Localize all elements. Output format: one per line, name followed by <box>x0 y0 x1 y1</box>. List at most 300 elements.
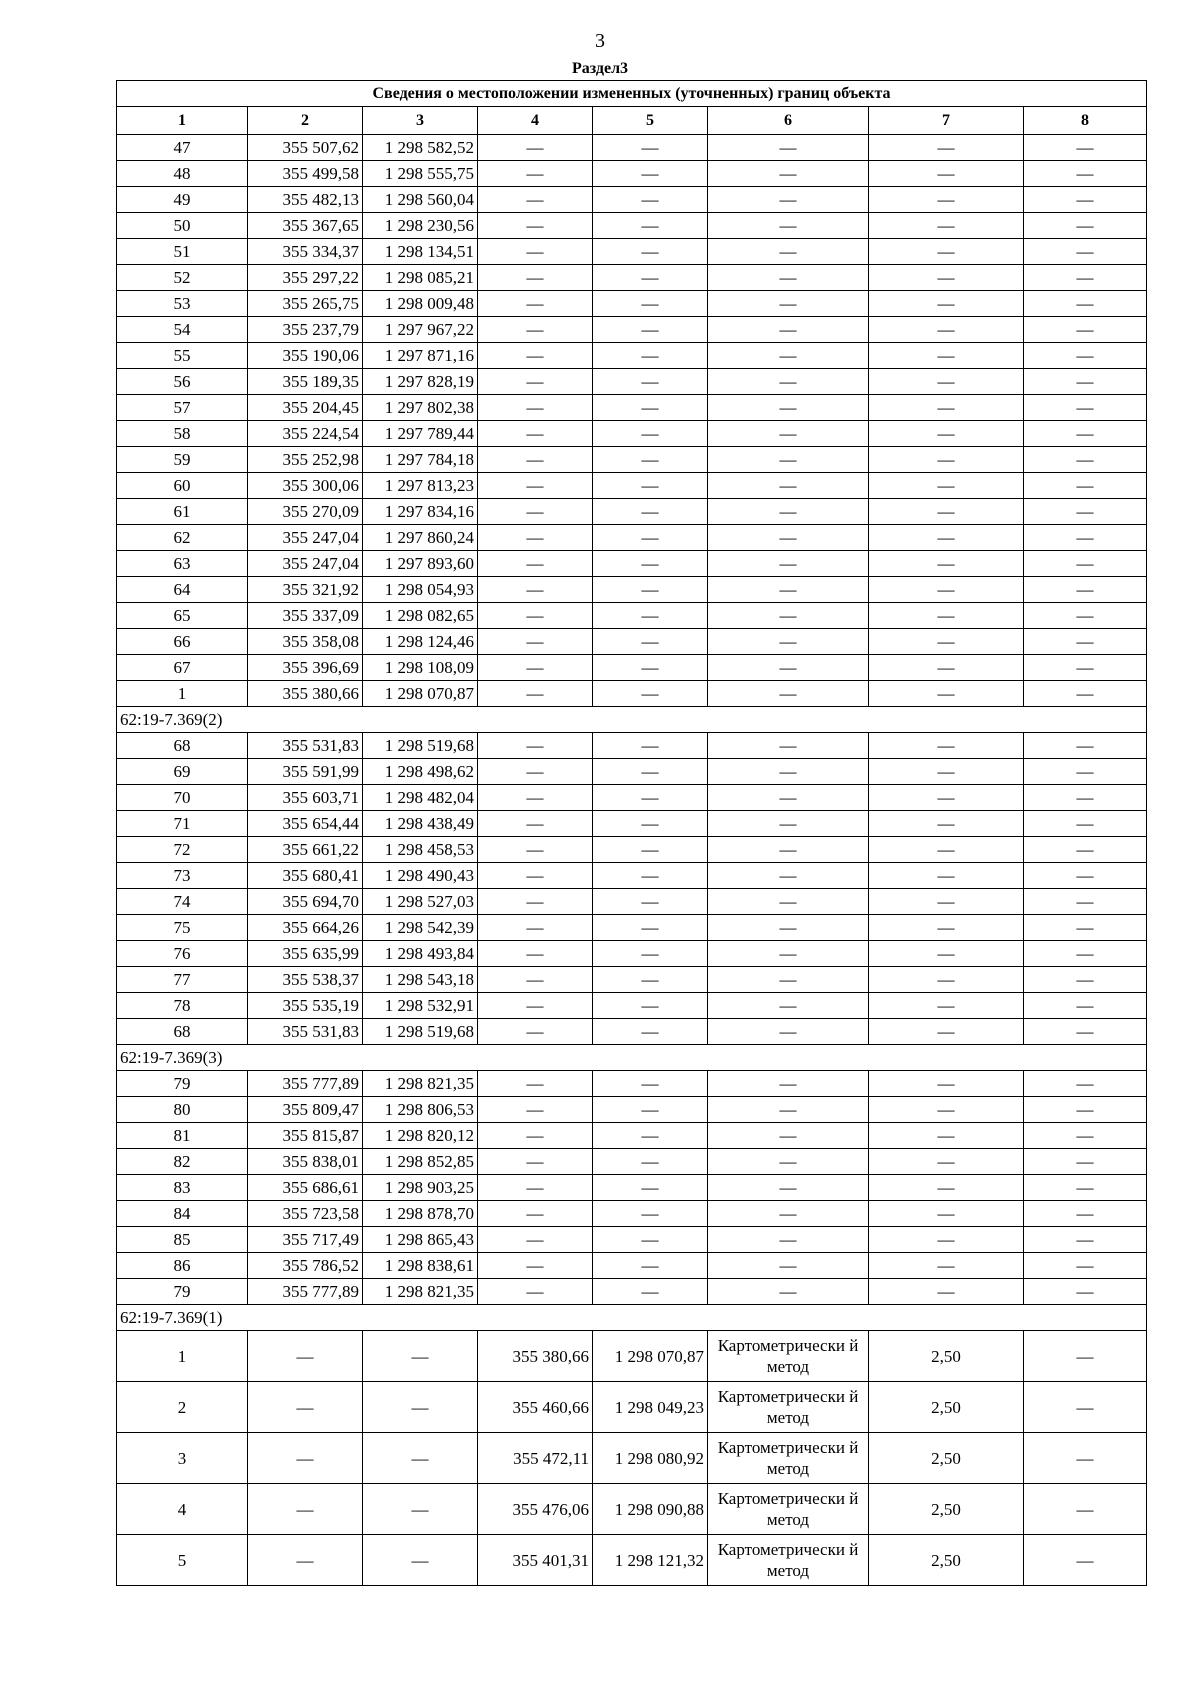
table-cell: 355 591,99 <box>248 759 363 785</box>
table-cell: 1 298 134,51 <box>363 239 478 265</box>
table-cell: — <box>478 161 593 187</box>
table-cell: 355 189,35 <box>248 369 363 395</box>
table-row <box>117 369 1147 395</box>
table-cell: 72 <box>117 837 248 863</box>
table-cell: 355 664,26 <box>248 915 363 941</box>
table-cell: 355 815,87 <box>248 1123 363 1149</box>
table-cell: 2,50 <box>869 1484 1024 1535</box>
table-cell: — <box>1024 317 1147 343</box>
table-row <box>117 1382 1147 1433</box>
table-cell: — <box>478 993 593 1019</box>
table-cell: 61 <box>117 499 248 525</box>
table-cell: — <box>593 1279 708 1305</box>
table-row <box>117 1019 1147 1045</box>
table-cell: 2,50 <box>869 1433 1024 1484</box>
table-row <box>117 837 1147 863</box>
table-cell: — <box>593 161 708 187</box>
table-cell: — <box>1024 1331 1147 1382</box>
table-cell: 47 <box>117 135 248 161</box>
table-cell: — <box>869 187 1024 213</box>
table-cell: — <box>708 343 869 369</box>
table-cell: 1 298 080,92 <box>593 1433 708 1484</box>
table-cell: — <box>708 1253 869 1279</box>
table-cell: 3 <box>117 1433 248 1484</box>
table-row <box>117 1097 1147 1123</box>
table-cell: 1 298 878,70 <box>363 1201 478 1227</box>
table-cell: — <box>708 1149 869 1175</box>
table-cell: 58 <box>117 421 248 447</box>
table-row <box>117 447 1147 473</box>
table-cell: 355 777,89 <box>248 1279 363 1305</box>
parcel-group-row <box>117 707 1147 733</box>
table-cell: 1 298 458,53 <box>363 837 478 863</box>
table-cell: Картометрически й метод <box>708 1484 869 1535</box>
table-cell: — <box>363 1331 478 1382</box>
table-cell: — <box>708 577 869 603</box>
table-cell: — <box>869 889 1024 915</box>
table-cell: — <box>1024 1123 1147 1149</box>
table-cell: 355 507,62 <box>248 135 363 161</box>
table-cell: — <box>869 1149 1024 1175</box>
table-cell: — <box>478 265 593 291</box>
table-cell: — <box>593 811 708 837</box>
table-cell: 355 476,06 <box>478 1484 593 1535</box>
table-cell: — <box>1024 1175 1147 1201</box>
table-cell: — <box>1024 811 1147 837</box>
table-cell: — <box>708 1175 869 1201</box>
table-cell: — <box>869 837 1024 863</box>
table-cell: 1 298 054,93 <box>363 577 478 603</box>
table-cell: 82 <box>117 1149 248 1175</box>
table-cell: — <box>1024 1097 1147 1123</box>
table-cell: 1 298 085,21 <box>363 265 478 291</box>
table-cell: — <box>593 239 708 265</box>
table-row <box>117 811 1147 837</box>
table-row <box>117 291 1147 317</box>
table-cell: 355 786,52 <box>248 1253 363 1279</box>
table-cell: — <box>248 1382 363 1433</box>
table-cell: 1 298 482,04 <box>363 785 478 811</box>
table-cell: 355 838,01 <box>248 1149 363 1175</box>
table-cell: — <box>708 837 869 863</box>
table-cell: 79 <box>117 1071 248 1097</box>
table-cell: — <box>593 447 708 473</box>
table-cell: — <box>708 629 869 655</box>
table-cell: Картометрически й метод <box>708 1382 869 1433</box>
table-cell: 1 298 543,18 <box>363 967 478 993</box>
table-cell: 355 204,45 <box>248 395 363 421</box>
table-cell: — <box>593 655 708 681</box>
table-cell: — <box>869 941 1024 967</box>
table-cell: 1 298 903,25 <box>363 1175 478 1201</box>
table-cell: 57 <box>117 395 248 421</box>
table-cell: 355 380,66 <box>248 681 363 707</box>
table-cell: 1 297 802,38 <box>363 395 478 421</box>
table-row <box>117 915 1147 941</box>
table-cell: — <box>478 447 593 473</box>
parcel-group-row <box>117 1045 1147 1071</box>
table-cell: — <box>869 811 1024 837</box>
table-cell: — <box>708 369 869 395</box>
table-cell: — <box>478 629 593 655</box>
table-cell: — <box>1024 1071 1147 1097</box>
table-cell: — <box>593 1071 708 1097</box>
table-cell: — <box>1024 369 1147 395</box>
table-cell: 355 460,66 <box>478 1382 593 1433</box>
table-cell: — <box>593 863 708 889</box>
table-cell: — <box>708 395 869 421</box>
table-cell: 1 298 527,03 <box>363 889 478 915</box>
table-cell: 1 298 560,04 <box>363 187 478 213</box>
table-cell: 1 298 821,35 <box>363 1071 478 1097</box>
table-cell: — <box>869 759 1024 785</box>
parcel-group-label: 62:19-7.369(1) <box>117 1305 1147 1331</box>
table-cell: — <box>478 499 593 525</box>
table-cell: — <box>708 525 869 551</box>
table-cell: — <box>708 681 869 707</box>
table-cell: — <box>869 161 1024 187</box>
table-cell: 1 297 813,23 <box>363 473 478 499</box>
table-cell: — <box>869 1227 1024 1253</box>
table-cell: — <box>478 811 593 837</box>
column-header: 5 <box>593 107 708 135</box>
table-row <box>117 187 1147 213</box>
table-cell: — <box>1024 1227 1147 1253</box>
table-cell: — <box>593 265 708 291</box>
table-cell: — <box>478 863 593 889</box>
table-cell: — <box>1024 1253 1147 1279</box>
table-cell: — <box>708 187 869 213</box>
table-cell: — <box>1024 447 1147 473</box>
table-cell: — <box>478 681 593 707</box>
table-cell: 1 298 438,49 <box>363 811 478 837</box>
table-cell: — <box>593 291 708 317</box>
table-cell: 1 297 967,22 <box>363 317 478 343</box>
table-cell: — <box>1024 161 1147 187</box>
table-cell: — <box>248 1331 363 1382</box>
table-cell: 76 <box>117 941 248 967</box>
table-cell: — <box>869 1123 1024 1149</box>
table-cell: — <box>478 1097 593 1123</box>
table-cell: 70 <box>117 785 248 811</box>
table-cell: — <box>478 473 593 499</box>
table-cell: — <box>869 577 1024 603</box>
table-cell: 355 499,58 <box>248 161 363 187</box>
parcel-group-label: 62:19-7.369(2) <box>117 707 1147 733</box>
table-cell: 355 358,08 <box>248 629 363 655</box>
table-cell: 1 298 852,85 <box>363 1149 478 1175</box>
table-row <box>117 785 1147 811</box>
table-cell: 63 <box>117 551 248 577</box>
table-cell: 355 809,47 <box>248 1097 363 1123</box>
table-cell: 355 777,89 <box>248 1071 363 1097</box>
table-cell: 65 <box>117 603 248 629</box>
table-cell: 1 298 230,56 <box>363 213 478 239</box>
table-cell: 64 <box>117 577 248 603</box>
table-cell: — <box>248 1484 363 1535</box>
table-cell: 50 <box>117 213 248 239</box>
table-cell: — <box>869 395 1024 421</box>
table-cell: — <box>708 421 869 447</box>
table-cell: — <box>869 291 1024 317</box>
table-cell: — <box>478 291 593 317</box>
table-cell: — <box>1024 343 1147 369</box>
table-cell: 355 396,69 <box>248 655 363 681</box>
table-cell: 1 298 806,53 <box>363 1097 478 1123</box>
table-cell: — <box>593 759 708 785</box>
table-cell: 355 321,92 <box>248 577 363 603</box>
table-cell: — <box>478 239 593 265</box>
table-cell: — <box>478 941 593 967</box>
table-cell: — <box>708 291 869 317</box>
table-cell: — <box>869 785 1024 811</box>
table-cell: — <box>478 187 593 213</box>
table-cell: 355 334,37 <box>248 239 363 265</box>
table-cell: 1 298 865,43 <box>363 1227 478 1253</box>
table-cell: — <box>593 1201 708 1227</box>
table-cell: 355 270,09 <box>248 499 363 525</box>
column-header: 3 <box>363 107 478 135</box>
table-cell: — <box>478 1279 593 1305</box>
table-row <box>117 161 1147 187</box>
table-row <box>117 681 1147 707</box>
table-cell: 1 298 519,68 <box>363 1019 478 1045</box>
table-cell: 71 <box>117 811 248 837</box>
parcel-group-row <box>117 1305 1147 1331</box>
table-cell: — <box>478 213 593 239</box>
table-cell: — <box>708 1123 869 1149</box>
table-cell: — <box>593 213 708 239</box>
table-cell: — <box>708 317 869 343</box>
table-row <box>117 551 1147 577</box>
table-cell: — <box>1024 785 1147 811</box>
table-cell: 355 297,22 <box>248 265 363 291</box>
table-cell: — <box>1024 629 1147 655</box>
table-cell: — <box>869 421 1024 447</box>
table-cell: 51 <box>117 239 248 265</box>
table-cell: — <box>708 447 869 473</box>
table-cell: — <box>478 1175 593 1201</box>
table-cell: — <box>1024 421 1147 447</box>
table-cell: 355 661,22 <box>248 837 363 863</box>
table-cell: — <box>593 837 708 863</box>
table-cell: — <box>869 733 1024 759</box>
table-cell: — <box>1024 1535 1147 1586</box>
table-cell: Картометрически й метод <box>708 1433 869 1484</box>
table-cell: 52 <box>117 265 248 291</box>
table-cell: 355 300,06 <box>248 473 363 499</box>
table-cell: — <box>593 681 708 707</box>
table-cell: — <box>869 1175 1024 1201</box>
table-cell: — <box>363 1535 478 1586</box>
table-cell: 1 298 009,48 <box>363 291 478 317</box>
table-cell: — <box>708 915 869 941</box>
table-cell: — <box>478 785 593 811</box>
table-cell: 1 298 838,61 <box>363 1253 478 1279</box>
table-cell: — <box>1024 499 1147 525</box>
table-cell: — <box>1024 473 1147 499</box>
table-cell: — <box>593 551 708 577</box>
table-cell: — <box>478 317 593 343</box>
column-header: 1 <box>117 107 248 135</box>
table-row <box>117 525 1147 551</box>
table-cell: 53 <box>117 291 248 317</box>
table-row <box>117 967 1147 993</box>
table-cell: — <box>1024 525 1147 551</box>
table-cell: — <box>869 213 1024 239</box>
table-cell: — <box>869 655 1024 681</box>
table-cell: 56 <box>117 369 248 395</box>
table-cell: 355 686,61 <box>248 1175 363 1201</box>
table-cell: 1 297 893,60 <box>363 551 478 577</box>
table-cell: 79 <box>117 1279 248 1305</box>
table-cell: — <box>593 499 708 525</box>
table-cell: 1 298 820,12 <box>363 1123 478 1149</box>
table-cell: — <box>1024 1484 1147 1535</box>
table-cell: — <box>478 421 593 447</box>
table-cell: — <box>869 473 1024 499</box>
table-cell: 67 <box>117 655 248 681</box>
table-cell: — <box>708 473 869 499</box>
table-cell: — <box>869 135 1024 161</box>
table-cell: — <box>478 1201 593 1227</box>
table-cell: 59 <box>117 447 248 473</box>
table-cell: — <box>708 1097 869 1123</box>
table-row <box>117 863 1147 889</box>
column-header: 2 <box>248 107 363 135</box>
table-cell: — <box>869 265 1024 291</box>
table-cell: 1 298 532,91 <box>363 993 478 1019</box>
table-cell: — <box>708 941 869 967</box>
table-cell: — <box>1024 135 1147 161</box>
table-cell: 355 401,31 <box>478 1535 593 1586</box>
table-cell: — <box>708 1019 869 1045</box>
table-cell: 1 298 555,75 <box>363 161 478 187</box>
table-cell: — <box>708 967 869 993</box>
table-cell: — <box>593 785 708 811</box>
table-cell: — <box>708 811 869 837</box>
table-cell: — <box>869 863 1024 889</box>
table-cell: — <box>708 1279 869 1305</box>
section-title: Раздел3 <box>571 60 629 77</box>
column-header: 6 <box>708 107 869 135</box>
table-cell: — <box>869 239 1024 265</box>
table-cell: 62 <box>117 525 248 551</box>
table-cell: — <box>478 525 593 551</box>
table-cell: — <box>708 135 869 161</box>
table-cell: — <box>869 603 1024 629</box>
table-row <box>117 759 1147 785</box>
table-row <box>117 1149 1147 1175</box>
table-cell: 69 <box>117 759 248 785</box>
table-row <box>117 629 1147 655</box>
table-cell: — <box>593 525 708 551</box>
column-header: 7 <box>869 107 1024 135</box>
table-cell: — <box>593 369 708 395</box>
table-cell: 60 <box>117 473 248 499</box>
table-row <box>117 889 1147 915</box>
table-cell: — <box>869 993 1024 1019</box>
table-cell: 1 297 871,16 <box>363 343 478 369</box>
table-cell: 355 603,71 <box>248 785 363 811</box>
table-cell: 355 190,06 <box>248 343 363 369</box>
table-cell: — <box>1024 187 1147 213</box>
table-cell: 355 694,70 <box>248 889 363 915</box>
table-cell: 355 723,58 <box>248 1201 363 1227</box>
table-cell: 355 237,79 <box>248 317 363 343</box>
table-row <box>117 577 1147 603</box>
table-cell: 355 717,49 <box>248 1227 363 1253</box>
table-cell: — <box>869 317 1024 343</box>
table-cell: — <box>593 421 708 447</box>
table-cell: 355 482,13 <box>248 187 363 213</box>
table-row <box>117 1175 1147 1201</box>
table-cell: — <box>708 1227 869 1253</box>
table-cell: — <box>593 1253 708 1279</box>
table-cell: — <box>1024 993 1147 1019</box>
table-cell: — <box>1024 759 1147 785</box>
table-cell: Картометрически й метод <box>708 1535 869 1586</box>
table-cell: 68 <box>117 1019 248 1045</box>
table-row <box>117 1253 1147 1279</box>
table-cell: 2,50 <box>869 1331 1024 1382</box>
table-cell: — <box>708 759 869 785</box>
table-cell: — <box>1024 837 1147 863</box>
table-cell: 1 298 493,84 <box>363 941 478 967</box>
table-cell: — <box>593 915 708 941</box>
table-cell: — <box>478 1123 593 1149</box>
table-row <box>117 733 1147 759</box>
table-cell: — <box>708 161 869 187</box>
table-cell: 68 <box>117 733 248 759</box>
table-cell: 54 <box>117 317 248 343</box>
table-cell: — <box>869 1097 1024 1123</box>
table-cell: — <box>1024 941 1147 967</box>
table-cell: 2,50 <box>869 1535 1024 1586</box>
parcel-group-label: 62:19-7.369(3) <box>117 1045 1147 1071</box>
table-cell: 1 298 108,09 <box>363 655 478 681</box>
table-row <box>117 1433 1147 1484</box>
table-cell: 355 680,41 <box>248 863 363 889</box>
table-row <box>117 941 1147 967</box>
table-cell: — <box>478 915 593 941</box>
table-cell: — <box>869 1071 1024 1097</box>
table-cell: — <box>1024 967 1147 993</box>
table-cell: 355 531,83 <box>248 733 363 759</box>
column-header: 4 <box>478 107 593 135</box>
table-cell: — <box>593 343 708 369</box>
table-row <box>117 239 1147 265</box>
table-cell: 1 <box>117 1331 248 1382</box>
table-cell: 84 <box>117 1201 248 1227</box>
table-cell: — <box>869 681 1024 707</box>
table-cell: — <box>1024 915 1147 941</box>
table-row <box>117 1484 1147 1535</box>
table-cell: 1 297 789,44 <box>363 421 478 447</box>
column-header-row <box>117 107 1147 135</box>
table-cell: — <box>1024 1019 1147 1045</box>
table-cell: — <box>708 1071 869 1097</box>
table-cell: — <box>593 733 708 759</box>
table-cell: — <box>478 1253 593 1279</box>
table-row <box>117 213 1147 239</box>
table-cell: — <box>708 655 869 681</box>
table-cell: — <box>593 1175 708 1201</box>
table-cell: 1 298 090,88 <box>593 1484 708 1535</box>
table-cell: — <box>593 317 708 343</box>
table-cell: — <box>593 941 708 967</box>
table-cell: 355 535,19 <box>248 993 363 1019</box>
